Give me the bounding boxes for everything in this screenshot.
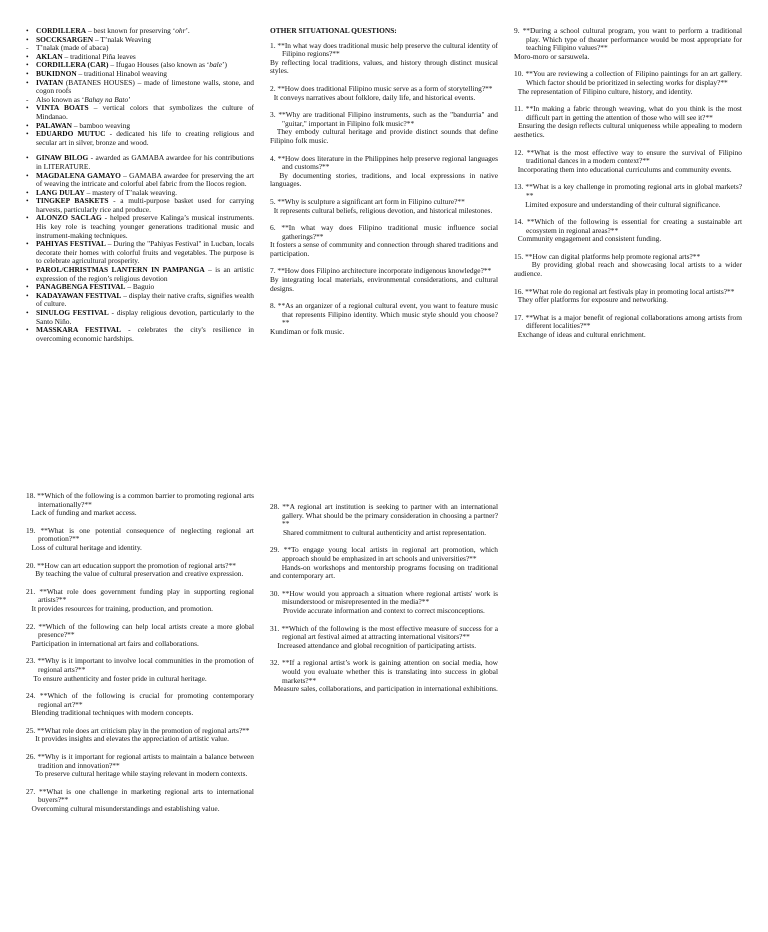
bullet-marker: • (26, 196, 29, 206)
bullet-marker: • (26, 60, 29, 70)
question-text: 13. **What is a key challenge in promoting regional arts in global markets?** (514, 182, 742, 200)
bullet-marker: • (26, 34, 29, 44)
answer-text: Measure sales, collaborations, and participation in international exhibitions. (270, 684, 498, 694)
question-item (26, 623, 254, 649)
question-text: 8. **As an organizer of a regional cultural event, you want to feature music that represents Filipino identity. Which music style should you choose?** (270, 301, 498, 328)
term-description: – GAMABA awardee for preserving the art of weaving the intricate and colorful abel fabric from the Ilocos region. (36, 170, 255, 189)
answer-text: Hands-on workshops and mentorship programs focusing on traditional and contemporary art. (270, 562, 500, 581)
answer-text: Ensuring the design reflects cultural uniqueness while appealing to modern aesthetics. (514, 121, 744, 139)
question-list (270, 42, 498, 337)
question-text: 9. **During a school cultural program, you want to perform a traditional play. Which type of theater performance would be most appropriate for teaching Filipino values?** (514, 26, 742, 53)
question-item (270, 267, 498, 293)
term-item (26, 104, 254, 121)
question-item (514, 314, 742, 340)
question-text: 20. **How can art education support the promotion of regional arts?** (26, 560, 236, 570)
answer-text: To ensure authenticity and foster pride in cultural heritage. (26, 673, 207, 683)
bullet-marker: • (26, 129, 29, 139)
question-item (26, 753, 254, 779)
question-item (270, 198, 498, 215)
bullet-marker: • (26, 282, 29, 292)
term-item (26, 130, 254, 147)
question-text: 18. **Which of the following is a common barrier to promoting regional arts internationally?** (26, 491, 254, 509)
questions-column-2 (514, 27, 742, 349)
question-item (270, 224, 498, 258)
term-description: - display religious devotion, particularly to the Santo Niño. (36, 308, 254, 326)
question-text: 17. **What is a major benefit of regional collaborations among artists from different localities?** (514, 312, 742, 331)
bullet-marker: • (26, 213, 29, 223)
question-item (270, 42, 498, 76)
question-text: 10. **You are reviewing a collection of Filipino paintings for an art gallery. Which factor should be prioritized in selecting works for display?** (514, 69, 742, 87)
bullet-marker: • (26, 26, 29, 35)
question-item (514, 27, 742, 61)
term-description: – is an artistic expression of the region’s religious devotion (36, 265, 254, 283)
answer-text: Moro-moro or sarsuwela. (514, 51, 590, 61)
term-description: (BATANES HOUSES) – made of limestone walls, stone, and cogon roofs (36, 77, 254, 96)
question-item (514, 149, 742, 175)
term-description: – vertical colors that symbolizes the culture of Mindanao. (36, 103, 254, 121)
bullet-marker: • (26, 153, 29, 163)
term-name: CORDILLERA (CAR) (36, 60, 109, 70)
term-name: AKLAN (36, 51, 63, 61)
questions-column-3 (26, 492, 254, 823)
term-name: TINGKEP BASKETS (36, 196, 109, 206)
term-description: – mastery of T’nalak weaving. (84, 187, 178, 197)
question-text: 5. **Why is sculpture a significant art form in Filipino culture?** (270, 196, 465, 206)
answer-text: It represents cultural beliefs, religious devotion, and historical milestones. (270, 205, 493, 215)
question-item (26, 788, 254, 814)
question-item (26, 692, 254, 718)
question-item (270, 590, 498, 616)
term-name: PALAWAN (36, 120, 72, 130)
question-item (270, 85, 498, 102)
question-text: 24. **Which of the following is crucial for promoting contemporary regional art?** (26, 691, 254, 709)
question-text: 6. **In what way does Filipino traditional music influence social gatherings?** (270, 223, 498, 241)
question-text: 19. **What is one potential consequence of neglecting regional art promotion?** (26, 525, 254, 544)
term-item (26, 240, 254, 266)
term-description: – display their native crafts, signifies wealth of culture. (36, 290, 254, 309)
answer-text: Provide accurate information and context to correct misconceptions. (270, 605, 485, 615)
question-text: 3. **Why are traditional Filipino instruments, such as the "bandurria" and "guitar," important in Filipino folk music?** (270, 110, 498, 128)
question-text: 11. **In making a fabric through weaving, what do you think is the most difficult part in getting the attention of those who will see it?** (514, 104, 742, 122)
answer-text: Incorporating them into educational curriculums and community events. (514, 164, 732, 174)
bullet-marker: • (26, 265, 29, 275)
question-item (514, 70, 742, 96)
question-text: 22. **Which of the following can help local artists create a more global presence?** (26, 621, 254, 640)
term-name: SINULOG FESTIVAL (36, 308, 109, 317)
answer-text: By providing global reach and showcasing local artists to a wider audience. (514, 260, 744, 279)
term-name: ALONZO SACLAG (36, 213, 102, 223)
term-name: GINAW BILOG (36, 153, 89, 163)
answer-text: Limited exposure and understanding of their cultural significance. (514, 199, 721, 209)
bullet-marker: - (26, 43, 29, 53)
answer-text: The representation of Filipino culture, history, and identity. (514, 86, 693, 96)
question-text: 21. **What role does government funding play in supporting regional artists?** (26, 586, 254, 605)
answer-text: They offer platforms for exposure and networking. (514, 295, 669, 305)
question-item (270, 625, 498, 651)
term-description: – traditional Piña leaves (62, 51, 136, 61)
bullet-marker: • (26, 239, 29, 249)
answer-text: By documenting stories, traditions, and local expressions in native languages. (270, 170, 500, 189)
answer-text: Blending traditional techniques with modern concepts. (26, 708, 194, 718)
question-item (514, 253, 742, 279)
question-item (26, 727, 254, 744)
question-text: 4. **How does literature in the Philippines help preserve regional languages and customs?** (270, 153, 498, 172)
answer-text: Increased attendance and global recognition of participating artists. (270, 640, 477, 650)
term-name: BUKIDNON (36, 68, 77, 78)
question-item (270, 546, 498, 580)
question-item (270, 155, 498, 189)
question-text: 1. **In what way does traditional music help preserve the cultural identity of Filipino regions?** (270, 40, 498, 59)
term-description: – Baguio (125, 282, 155, 292)
term-item (26, 326, 254, 343)
term-tail: ’) (222, 60, 227, 70)
terms-list-1 (26, 27, 254, 147)
section-title: OTHER SITUATIONAL QUESTIONS: (270, 26, 397, 35)
term-name: CORDILLERA (36, 26, 87, 35)
term-name: EDUARDO MUTUC (36, 129, 106, 139)
term-item (26, 197, 254, 214)
questions-column-1 (270, 27, 498, 346)
answer-text: It provides resources for training, production, and promotion. (26, 603, 213, 613)
question-text: 28. **A regional art institution is seeking to partner with an international gallery. What should be the primary consideration in choosing a partner?** (270, 502, 498, 529)
term-item (26, 214, 254, 240)
bullet-marker: • (26, 77, 29, 87)
bullet-marker: • (26, 103, 29, 113)
bullet-marker: • (26, 187, 29, 197)
question-list (514, 27, 742, 340)
question-text: 16. **What role do regional art festivals play in promoting local artists?** (514, 286, 735, 296)
term-name: PAROL/CHRISTMAS LANTERN IN PAMPANGA (36, 265, 205, 275)
question-item (26, 527, 254, 553)
question-text: 25. **What role does art criticism play in the promotion of regional arts?** (26, 725, 250, 735)
question-list (270, 503, 498, 694)
term-description: – bamboo weaving (72, 120, 131, 130)
term-item (26, 79, 254, 96)
bullet-marker: • (26, 325, 29, 335)
question-item (514, 105, 742, 139)
bullet-marker: • (26, 290, 29, 300)
term-name: SOCCKSARGEN (36, 34, 94, 44)
answer-text: Kundiman or folk music. (270, 327, 345, 337)
term-description: – During the "Pahiyas Festival" in Lucban, locals decorate their homes with colorful fruits and vegetables. The purpose is to celebrate agricultural prosperity. (36, 239, 254, 266)
question-text: 23. **Why is it important to involve local communities in the promotion of regional arts?** (26, 656, 254, 674)
question-item (26, 657, 254, 683)
question-item (514, 218, 742, 244)
question-item (270, 302, 498, 336)
term-italic: Bahay na Bato (84, 94, 129, 104)
question-text: 31. **Which of the following is the most effective measure of success for a regional art festival aimed at attracting international visitors?** (270, 623, 498, 642)
bullet-marker: • (26, 308, 29, 317)
answer-text: Loss of cultural heritage and identity. (26, 542, 142, 552)
term-name: MAGDALENA GAMAYO (36, 170, 121, 180)
bullet-marker: • (26, 120, 29, 130)
question-text: 12. **What is the most effective way to ensure the survival of Filipino traditional dances in a modern context?** (514, 147, 742, 166)
bullet-marker: • (26, 68, 29, 78)
answer-text: Exchange of ideas and cultural enrichment. (514, 330, 646, 340)
question-text: 2. **How does traditional Filipino music serve as a form of storytelling?** (270, 83, 493, 93)
answer-text: Lack of funding and market access. (26, 508, 137, 518)
question-text: 27. **What is one challenge in marketing regional arts to international buyers?** (26, 786, 254, 805)
term-italic: ohr (175, 26, 186, 35)
question-text: 29. **To engage young local artists in regional art promotion, which approach should be emphasized in art schools and universities?** (270, 545, 498, 563)
question-text: 14. **Which of the following is essential for creating a sustainable art ecosystem in regional areas?** (514, 217, 742, 235)
term-description: - a multi-purpose basket used for carrying harvests, particularly rice and produce. (36, 196, 255, 214)
answer-text: It provides insights and elevates the appreciation of artistic value. (26, 734, 229, 744)
answer-text: To preserve cultural heritage while staying relevant in modern contexts. (26, 769, 248, 779)
answer-text: They embody cultural heritage and provide distinct sounds that define Filipino folk music. (270, 127, 500, 145)
question-list (26, 492, 254, 814)
term-description: – Ifugao Houses (also known as ‘ (108, 60, 210, 70)
bullet-marker: • (26, 51, 29, 61)
term-description: - celebrates the city's resilience in overcoming economic hardships. (36, 325, 254, 343)
term-description: – traditional Hinabol weaving (76, 68, 167, 78)
terms-column (26, 27, 254, 343)
question-text: 30. **How would you approach a situation where regional artists' work is misunderstood or misrepresented in the media?** (270, 588, 498, 607)
question-text: 15. **How can digital platforms help promote regional arts?** (514, 251, 701, 261)
question-item (26, 492, 254, 518)
question-text: 7. **How does Filipino architecture incorporate indigenous knowledge?** (270, 266, 492, 276)
question-item (514, 183, 742, 209)
term-item (26, 154, 254, 171)
question-text: 26. **Why is it important for regional artists to maintain a balance between tradition and innovation?** (26, 752, 254, 770)
term-item (26, 292, 254, 309)
answer-text: Shared commitment to cultural authenticity and artist representation. (270, 527, 487, 537)
answer-text: Community engagement and consistent funding. (514, 234, 662, 244)
terms-list-2 (26, 154, 254, 343)
answer-text: By teaching the value of cultural preservation and creative expression. (26, 569, 244, 579)
question-item (270, 659, 498, 693)
term-name: PANAGBENGA FESTIVAL (36, 282, 126, 292)
answer-text: It fosters a sense of community and connection through shared traditions and participation. (270, 240, 500, 258)
term-description: Also known as ‘ (36, 94, 85, 104)
term-item (26, 172, 254, 189)
question-item (270, 111, 498, 145)
term-tail: ’. (185, 26, 190, 35)
question-text: 32. **If a regional artist’s work is gaining attention on social media, how would you evaluate whether this is translating into success in global markets?** (270, 658, 498, 685)
bullet-marker: - (26, 94, 29, 104)
question-item (270, 503, 498, 537)
term-name: PAHIYAS FESTIVAL (36, 239, 106, 249)
term-name: MASSKARA FESTIVAL (36, 325, 121, 335)
term-description: – T’nalak Weaving (93, 34, 152, 44)
question-item (514, 288, 742, 305)
term-name: IVATAN (36, 77, 64, 87)
answer-text: By reflecting local traditions, values, and history through distinct musical styles. (270, 57, 500, 76)
term-name: KADAYAWAN FESTIVAL (36, 290, 122, 300)
term-name: LANG DULAY (36, 187, 85, 197)
question-item (26, 562, 254, 579)
term-item (26, 266, 254, 283)
term-description: - dedicated his life to creating religious and secular art in silver, bronze and wood. (36, 129, 254, 147)
question-item (26, 588, 254, 614)
term-item (26, 309, 254, 326)
term-italic: bale (209, 60, 222, 70)
answer-text: Overcoming cultural misunderstandings and establishing value. (26, 804, 220, 814)
term-tail: ’ (128, 94, 131, 104)
bullet-marker: • (26, 170, 29, 180)
questions-column-4 (270, 503, 498, 703)
term-description: - helped preserve Kalinga’s musical instruments. His key role is teaching younger generations traditional music and instrument-making techniques. (36, 213, 254, 240)
answer-text: By integrating local materials, environmental considerations, and cultural designs. (270, 275, 500, 293)
term-description: – best known for preserving ‘ (86, 26, 176, 35)
term-name: VINTA BOATS (36, 103, 89, 113)
term-description: - awarded as GAMABA awardee for his contributions in LITERATURE. (36, 153, 254, 171)
answer-text: It conveys narratives about folklore, daily life, and historical events. (270, 92, 476, 102)
term-description: T’nalak (made of abaca) (36, 43, 109, 53)
answer-text: Participation in international art fairs and collaborations. (26, 638, 199, 648)
